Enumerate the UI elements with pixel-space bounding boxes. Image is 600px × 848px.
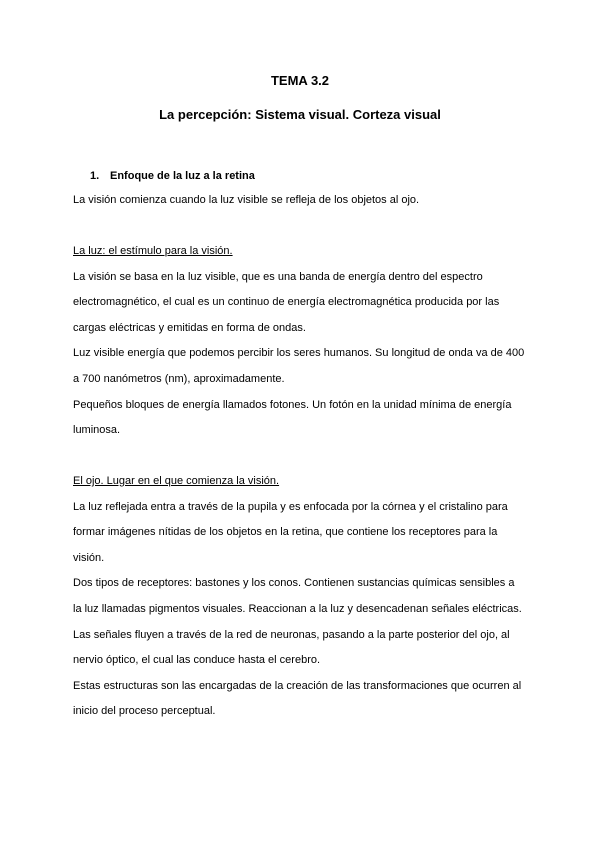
- paragraph-line: inicio del proceso perceptual.: [73, 705, 216, 718]
- paragraph-line: electromagnético, el cual es un continuo de energía electromagnética producida por las: [73, 296, 500, 309]
- section-number: 1.: [90, 170, 100, 182]
- paragraph-line: cargas eléctricas y emitidas en forma de ondas.: [73, 321, 306, 334]
- section-intro-block: [73, 188, 543, 214]
- section-heading-text: Enfoque de la luz a la retina: [110, 170, 255, 182]
- paragraph-line: Luz visible energía que podemos percibir los seres humanos. Su longitud de onda va de 400: [73, 347, 525, 360]
- paragraph-line: a 700 nanómetros (nm), aproximadamente.: [73, 372, 285, 385]
- section-heading: [90, 170, 255, 182]
- paragraph-line: Las señales fluyen a través de la red de neuronas, pasando a la parte posterior del ojo, al: [73, 628, 510, 641]
- paragraph-line: Pequeños bloques de energía llamados fotones. Un fotón en la unidad mínima de energía: [73, 398, 512, 411]
- luz-heading: La luz: el estímulo para la visión.: [73, 245, 233, 257]
- ojo-block: [73, 469, 543, 725]
- document-subtitle: La percepción: Sistema visual. Corteza visual: [159, 107, 441, 122]
- paragraph-line: la luz llamadas pigmentos visuales. Reaccionan a la luz y desencadenan señales eléctricas.: [73, 602, 522, 615]
- paragraph-line: nervio óptico, el cual las conduce hasta el cerebro.: [73, 654, 321, 667]
- luz-block: [73, 239, 543, 444]
- paragraph-line: La visión se basa en la luz visible, que es una banda de energía dentro del espectro: [73, 270, 483, 283]
- paragraph-line: formar imágenes nítidas de los objetos en la retina, que contiene los receptores para la: [73, 526, 498, 539]
- paragraph-line: Estas estructuras son las encargadas de la creación de las transformaciones que ocurren al: [73, 679, 522, 692]
- paragraph-line: La luz reflejada entra a través de la pupila y es enfocada por la córnea y el cristalino para: [73, 500, 508, 513]
- ojo-heading: El ojo. Lugar en el que comienza la visión.: [73, 475, 280, 487]
- paragraph-line: Dos tipos de receptores: bastones y los conos. Contienen sustancias químicas sensibles a: [73, 577, 515, 590]
- paragraph-line: luminosa.: [73, 424, 121, 437]
- paragraph-line: visión.: [73, 551, 105, 564]
- document-title: TEMA 3.2: [270, 73, 330, 88]
- section-intro: La visión comienza cuando la luz visible se refleja de los objetos al ojo.: [73, 194, 420, 206]
